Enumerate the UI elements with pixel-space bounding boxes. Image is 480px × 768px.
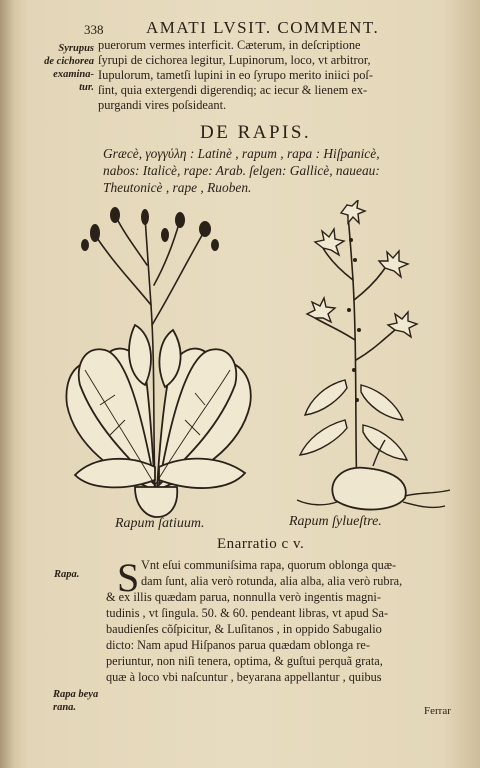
enarratio-heading: Enarratio c v. — [217, 536, 305, 552]
section-heading: DE RAPIS. — [200, 122, 312, 143]
side-note-line: examina- — [53, 69, 94, 80]
text-line: tudinis , vt ſingula. 50. & 60. pendeant libras, vt apud Sa- — [106, 606, 389, 620]
wild-root — [332, 468, 405, 510]
side-note-line: Syrupus — [58, 43, 94, 54]
text-line: quæ à loco vbi naſcuntur , beyarana appellantur , quibus — [106, 670, 382, 684]
text-line: dicto: Nam apud Hiſpanos parua quædam oblonga re- — [106, 638, 370, 652]
synonym-line: nabos: Italicè, rape: Arab. ſelgen: Gallicè, naueau: — [103, 163, 380, 178]
page-number: 338 — [84, 22, 104, 37]
running-title: AMATI LVSIT. COMMENT. — [146, 18, 380, 37]
enarratio-body — [106, 589, 388, 685]
woodcut-rapum-sativum — [55, 205, 270, 520]
text-line: purgandi vires poſsideant. — [98, 98, 227, 112]
synonym-line: Græcè, γογγύλη : Latinè , rapum , rapa : Hiſpanicè, — [103, 146, 380, 161]
woodcut-rapum-sylvestre — [285, 200, 455, 518]
turnip-root — [135, 487, 177, 517]
side-note-rapa — [54, 568, 79, 581]
text-line: puerorum vermes interficit. Cæterum, in deſcriptione — [98, 38, 361, 52]
side-note-line: Rapa beya — [53, 689, 99, 700]
side-note-syrupus — [32, 42, 94, 94]
side-note-line: tur. — [79, 82, 94, 93]
text-line: dam ſunt, alia verò rotunda, alia alba, alia verò rubra, — [141, 574, 403, 588]
text-line: periuntur, non niſi tenera, optima, & guſtui perquã grata, — [106, 654, 383, 668]
drop-cap: S — [117, 555, 140, 600]
text-line: & ex illis quædam parua, nonnulla verò ingentis magni- — [106, 590, 381, 604]
side-note-line: Rapa. — [54, 569, 80, 580]
caption-rapum-sativum: Rapum ſatiuum. — [115, 516, 205, 531]
synonym-line: Theutonicè , rape , Ruoben. — [103, 180, 252, 195]
text-line: ſint, quia extergendi digerendiq; ac iecur & lienem ex- — [98, 83, 368, 97]
text-line: ſyrupi de cichorea legitur, Lupinorum, loco, vt arbitror, — [98, 53, 371, 67]
enarratio-body-indent — [141, 557, 402, 589]
side-note-line: de cichorea — [44, 56, 94, 67]
page-gutter-shadow — [0, 0, 14, 768]
text-line: Iupulorum, tametſi lupini in eo ſyrupo merito iniici poſ- — [98, 68, 373, 82]
text-line: Vnt eſui communiſsima rapa, quorum oblonga quæ- — [141, 558, 397, 572]
synonyms-block — [103, 145, 380, 196]
side-note-rapa-beyarana — [53, 688, 98, 714]
top-paragraph — [98, 38, 373, 113]
caption-rapum-sylvestre: Rapum ſylueſtre. — [289, 514, 382, 529]
catchword: Ferrar — [424, 705, 451, 717]
side-note-line: rana. — [53, 702, 77, 713]
text-line: baudienſes cõſpicitur, & Luſitanos , in oppido Sabugalio — [106, 622, 382, 636]
